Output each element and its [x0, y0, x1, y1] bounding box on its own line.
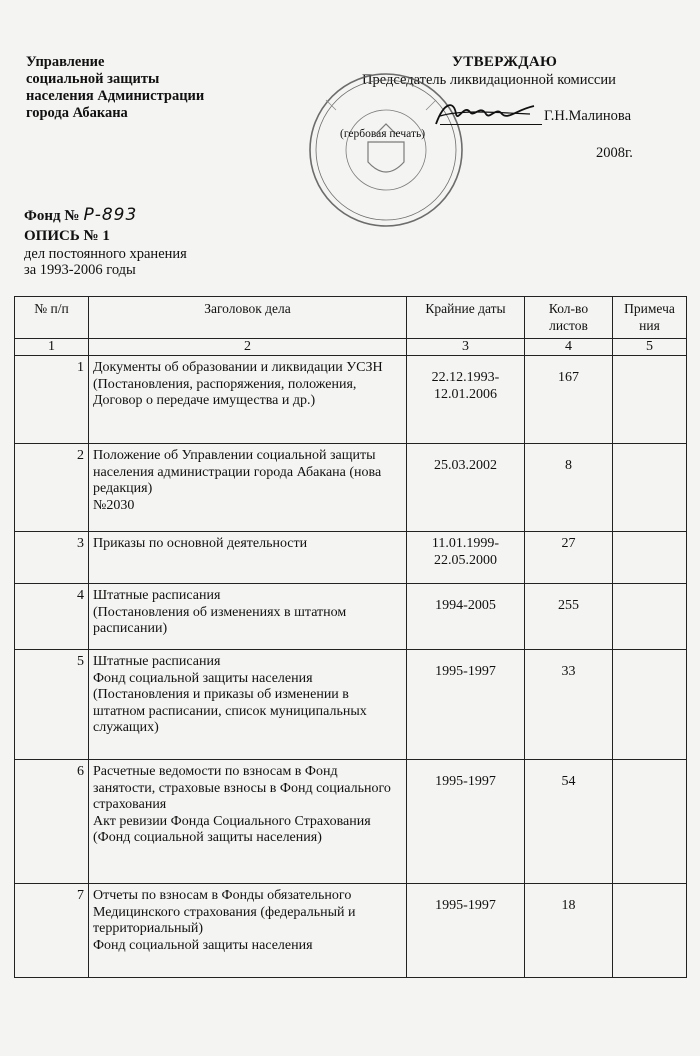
signature: [430, 92, 540, 132]
row-dates: 25.03.2002: [407, 444, 525, 532]
row-title: Приказы по основной деятельности: [89, 532, 407, 584]
row-sheets: 167: [525, 356, 613, 444]
row-sheets: 255: [525, 584, 613, 650]
opis-period: за 1993-2006 годы: [24, 262, 136, 278]
row-note: [613, 356, 687, 444]
table-header-row: [15, 297, 687, 339]
table-row: [15, 584, 687, 650]
row-title: Положение об Управлении социальной защиты населения администрации города Абакана (нова редакция) №2030: [89, 444, 407, 532]
row-number: 3: [15, 532, 89, 584]
row-title: Штатные расписания Фонд социальной защиты населения (Постановления и приказы об изменении в штатном расписании, список муниципальных служащих): [89, 650, 407, 760]
row-dates: 11.01.1999-22.05.2000: [407, 532, 525, 584]
org-line: населения Администрации: [26, 88, 205, 104]
row-note: [613, 884, 687, 978]
table-row: [15, 760, 687, 884]
row-sheets: 54: [525, 760, 613, 884]
column-header: Кол-во листов: [525, 297, 613, 339]
row-title: Документы об образовании и ликвидации УСЗН (Постановления, распоряжения, положения, Договор о передаче имущества и др.): [89, 356, 407, 444]
row-dates: 22.12.1993-12.01.2006: [407, 356, 525, 444]
row-number: 7: [15, 884, 89, 978]
opis-description: дел постоянного хранения: [24, 246, 187, 262]
column-header: Крайние даты: [407, 297, 525, 339]
column-number: 2: [89, 339, 407, 356]
column-header: Примеча ния: [613, 297, 687, 339]
row-number: 1: [15, 356, 89, 444]
seal-label: (гербовая печать): [340, 128, 426, 140]
row-sheets: 8: [525, 444, 613, 532]
row-title: Расчетные ведомости по взносам в Фонд занятости, страховые взносы в Фонд социального страхования Акт ревизии Фонда Социального Страхования (Фонд социальной защиты населения): [89, 760, 407, 884]
fond-title: Фонд №: [24, 208, 80, 224]
column-header: № п/п: [15, 297, 89, 339]
fond-label: [24, 205, 137, 225]
row-sheets: 33: [525, 650, 613, 760]
approve-title: УТВЕРЖДАЮ: [452, 54, 558, 70]
row-dates: 1995-1997: [407, 650, 525, 760]
fond-number: Р-893: [83, 205, 138, 225]
inventory-table: [14, 296, 687, 978]
row-number: 2: [15, 444, 89, 532]
row-dates: 1994-2005: [407, 584, 525, 650]
row-number: 6: [15, 760, 89, 884]
row-note: [613, 444, 687, 532]
column-number: 1: [15, 339, 89, 356]
approve-chair: Председатель ликвидационной комиссии: [362, 72, 616, 88]
row-note: [613, 760, 687, 884]
table-row: [15, 884, 687, 978]
table-row: [15, 650, 687, 760]
column-number: 4: [525, 339, 613, 356]
row-note: [613, 584, 687, 650]
signature-line: [440, 124, 542, 125]
table-row: [15, 356, 687, 444]
row-dates: 1995-1997: [407, 884, 525, 978]
row-dates: 1995-1997: [407, 760, 525, 884]
approve-year: 2008г.: [596, 145, 633, 161]
row-number: 5: [15, 650, 89, 760]
row-title: Штатные расписания (Постановления об изменениях в штатном расписании): [89, 584, 407, 650]
organization-name: [26, 54, 276, 122]
column-number: 3: [407, 339, 525, 356]
row-note: [613, 650, 687, 760]
table-row: [15, 444, 687, 532]
signer-name: Г.Н.Малинова: [544, 108, 632, 124]
org-line: Управление: [26, 54, 105, 70]
row-number: 4: [15, 584, 89, 650]
org-line: города Абакана: [26, 105, 128, 121]
column-number: 5: [613, 339, 687, 356]
opis-title: ОПИСЬ № 1: [24, 228, 110, 244]
row-note: [613, 532, 687, 584]
row-sheets: 18: [525, 884, 613, 978]
column-header: Заголовок дела: [89, 297, 407, 339]
row-title: Отчеты по взносам в Фонды обязательного Медицинского страхования (федеральный и территориальный) Фонд социальной защиты населения: [89, 884, 407, 978]
column-number-row: [15, 339, 687, 356]
org-line: социальной защиты: [26, 71, 160, 87]
table-row: [15, 532, 687, 584]
row-sheets: 27: [525, 532, 613, 584]
